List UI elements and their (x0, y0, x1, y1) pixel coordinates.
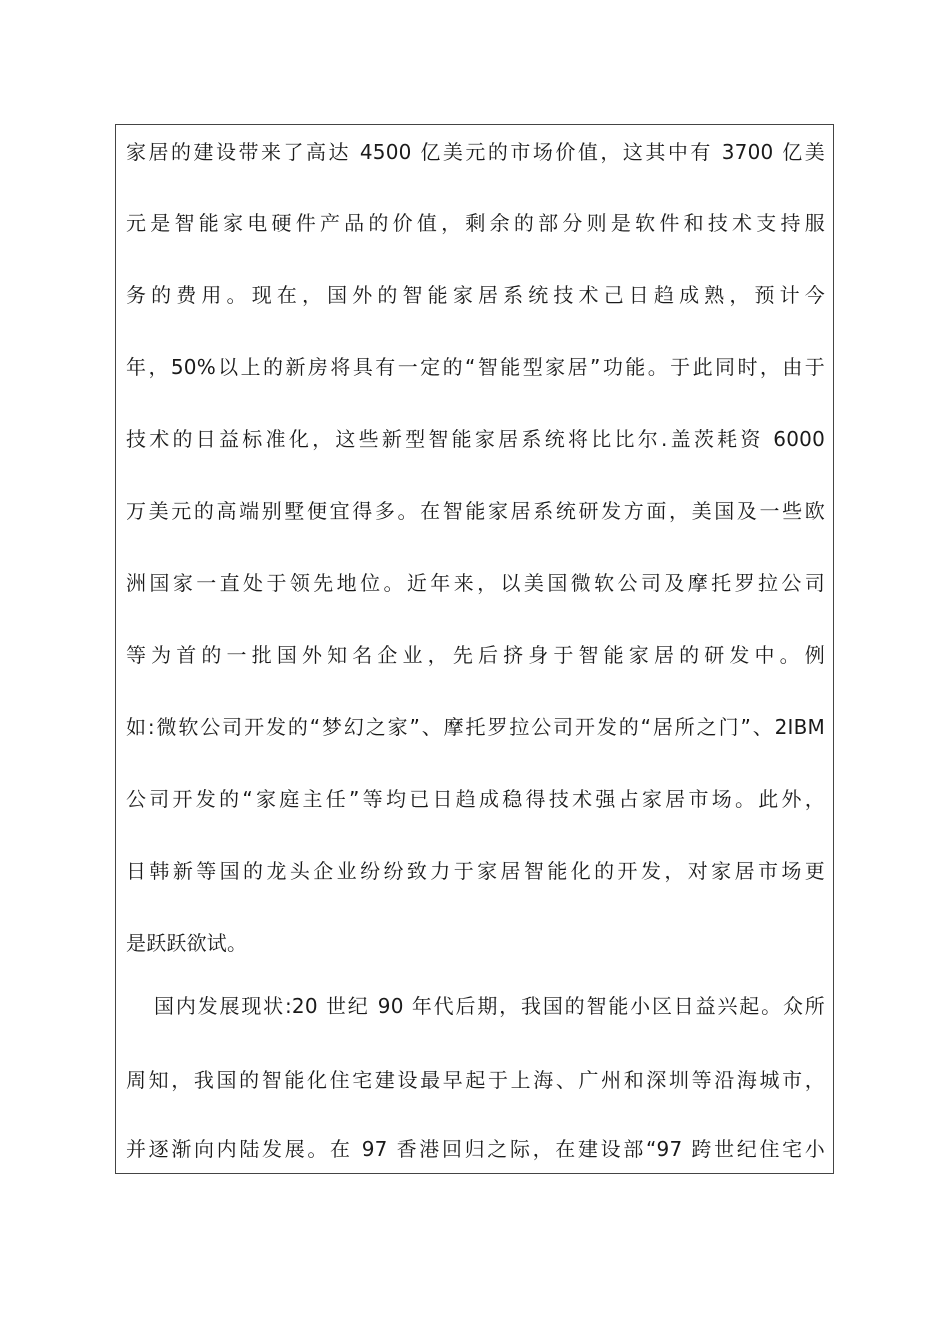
text-line-10: 公司开发的“家庭主任”等均已日趋成稳得技术强占家居市场。此外， (126, 787, 825, 811)
text-line-15: 并逐渐向内陆发展。在 97 香港回归之际，在建设部“97 跨世纪住宅小 (126, 1137, 825, 1161)
text-line-7: 洲国家一直处于领先地位。近年来，以美国微软公司及摩托罗拉公司 (126, 571, 825, 595)
text-line-8: 等为首的一批国外知名企业，先后挤身于智能家居的研发中。例 (126, 643, 825, 667)
text-line-6: 万美元的高端别墅便宜得多。在智能家居系统研发方面，美国及一些欧 (126, 499, 825, 523)
text-line-13: 国内发展现状:20 世纪 90 年代后期，我国的智能小区日益兴起。众所 (154, 994, 825, 1018)
text-line-4: 年，50%以上的新房将具有一定的“智能型家居”功能。于此同时，由于 (126, 355, 825, 379)
text-line-5: 技术的日益标准化，这些新型智能家居系统将比比尔.盖茨耗资 6000 (126, 427, 825, 451)
text-line-3: 务的费用。现在，国外的智能家居系统技术己日趋成熟，预计今 (126, 283, 825, 307)
text-frame (115, 124, 834, 1174)
text-line-1: 家居的建设带来了高达 4500 亿美元的市场价值，这其中有 3700 亿美 (126, 140, 825, 164)
text-line-14: 周知，我国的智能化住宅建设最早起于上海、广州和深圳等沿海城市， (126, 1068, 825, 1092)
text-line-9: 如:微软公司开发的“梦幻之家”、摩托罗拉公司开发的“居所之门”、2IBM (126, 715, 825, 739)
text-line-12: 是跃跃欲试。 (126, 931, 248, 955)
text-line-2: 元是智能家电硬件产品的价值，剩余的部分则是软件和技术支持服 (126, 211, 825, 235)
text-line-11: 日韩新等国的龙头企业纷纷致力于家居智能化的开发，对家居市场更 (126, 859, 825, 883)
